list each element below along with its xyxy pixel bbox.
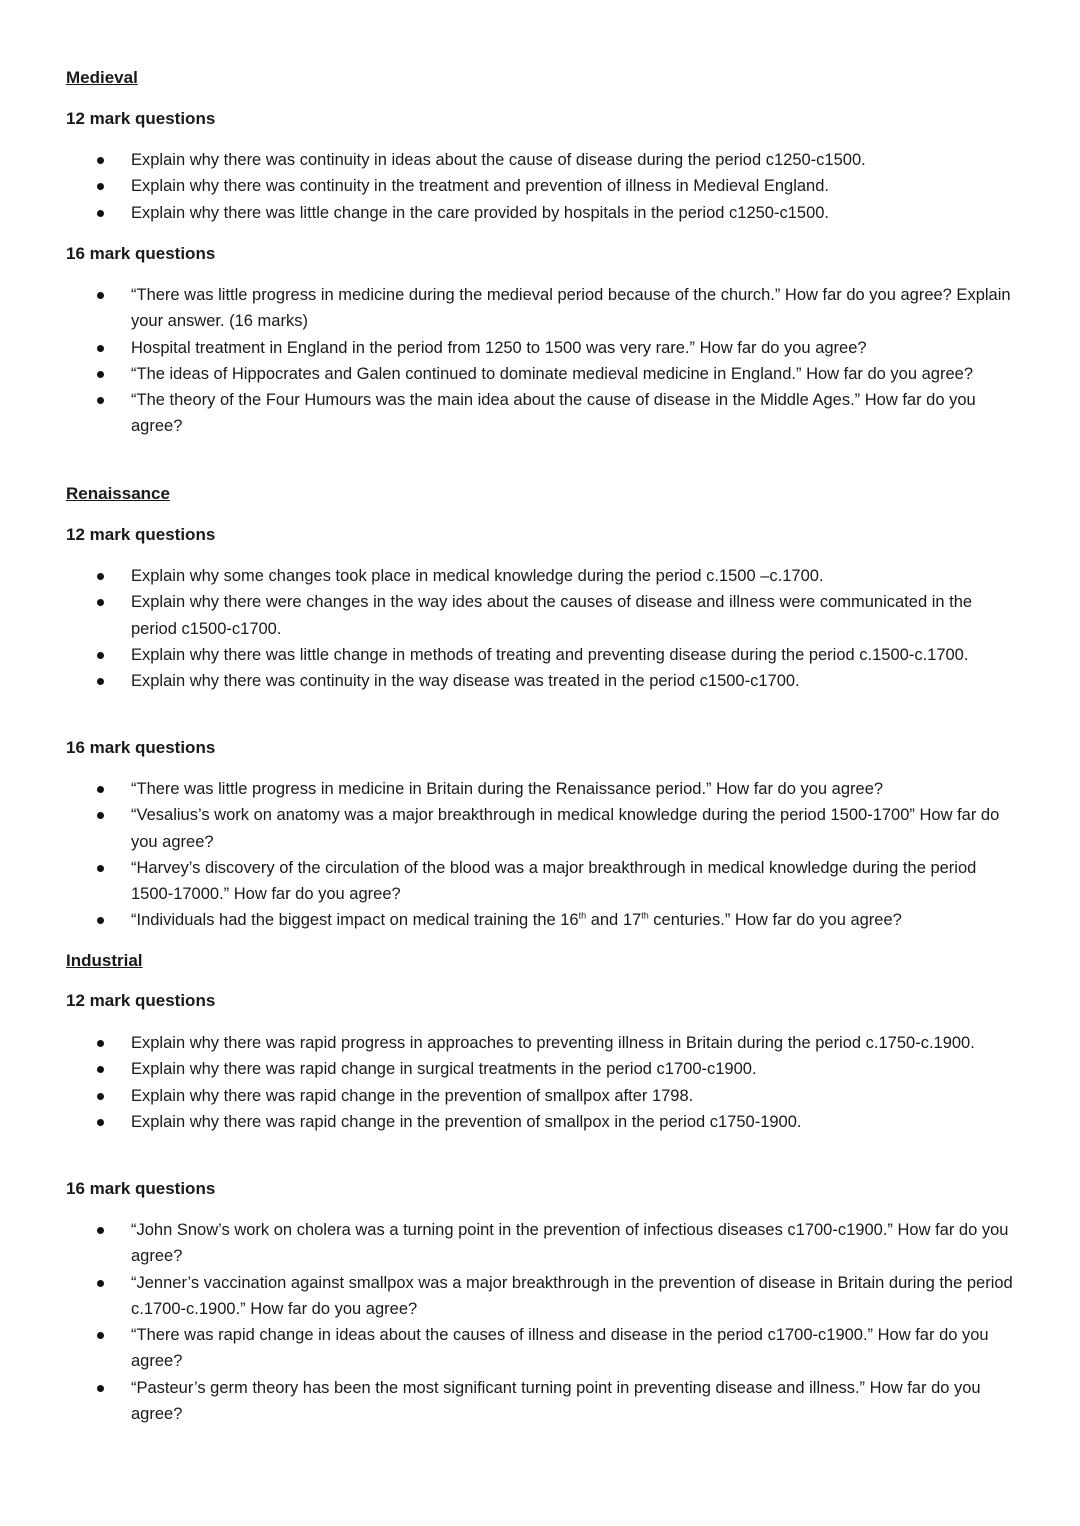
bullet-icon [97,210,104,217]
bullet-icon [97,599,104,606]
question-item [0,776,1080,802]
question-text: “There was little progress in medicine in Britain during the Renaissance period.” How far do you agree? [131,780,884,798]
bullet-icon [97,345,104,352]
bullet-icon [97,1066,104,1073]
question-text: Explain why there was rapid change in the prevention of smallpox in the period c1750-1900. [131,1112,802,1131]
bullet-icon [97,292,104,299]
bullet-icon [97,573,104,580]
question-text: “There was little progress in medicine during the medieval period because of the church.” How far do you agree? Explain your answer. (16 marks) [131,286,1011,331]
question-text: Explain why there was rapid change in the prevention of smallpox after 1798. [131,1086,694,1105]
question-item [0,1056,1080,1082]
question-item [0,1030,1080,1056]
bullet-icon [97,397,104,404]
section-heading-medieval: Medieval [66,68,138,87]
question-text: “Jenner’s vaccination against smallpox was a major breakthrough in the prevention of disease in Britain during the period c.1700-c.1900.” How far do you agree? [131,1273,1013,1318]
section-heading-industrial: Industrial [66,951,143,970]
subheading-12-mark: 12 mark questions [66,525,216,544]
question-list [0,1030,1080,1135]
bullet-icon [97,865,104,872]
question-text: Explain why there were changes in the way ides about the causes of disease and illness were communicated in the period c1500-c1700. [131,593,973,638]
question-text: Explain why there was continuity in ideas about the cause of disease during the period c1250-c1500. [131,151,866,169]
question-list [0,776,1080,934]
question-item [0,855,1080,908]
question-item [0,668,1080,694]
bullet-icon [97,812,104,819]
question-text: Explain why there was little change in the care provided by hospitals in the period c1250-c1500. [131,203,830,222]
question-text: “Vesalius’s work on anatomy was a major breakthrough in medical knowledge during the period 1500-1700” How far do you agree? [131,806,1000,851]
question-text: “The theory of the Four Humours was the main idea about the cause of disease in the Middle Ages.” How far do you agree? [131,391,976,436]
question-item [0,907,1080,933]
bullet-icon [97,652,104,659]
bullet-icon [97,1332,104,1339]
bullet-icon [97,786,104,793]
question-text: Explain why there was rapid change in surgical treatments in the period c1700-c1900. [131,1060,757,1079]
bullet-icon [97,1227,104,1234]
bullet-icon [97,1280,104,1287]
question-list [0,147,1080,226]
question-item [0,802,1080,855]
question-item [0,1083,1080,1109]
question-text: Explain why there was continuity in the treatment and prevention of illness in Medieval England. [131,177,829,196]
question-item [0,147,1080,173]
question-text: Explain why there was little change in methods of treating and preventing disease during the period c.1500-c.1700. [131,645,969,664]
subheading-16-mark: 16 mark questions [66,244,216,263]
question-text: Explain why there was continuity in the way disease was treated in the period c1500-c1700. [131,672,800,691]
subheading-12-mark: 12 mark questions [66,109,216,128]
question-text: “Pasteur’s germ theory has been the most significant turning point in preventing disease and illness.” How far do you agree? [131,1378,981,1424]
question-item [0,387,1080,440]
bullet-icon [97,678,104,685]
question-item [0,563,1080,589]
bullet-icon [97,371,104,378]
bullet-icon [97,917,104,924]
question-list [0,563,1080,694]
question-text: “The ideas of Hippocrates and Galen continued to dominate medieval medicine in England.” How far do you agree? [131,364,973,383]
question-item [0,1109,1080,1135]
subheading-12-mark: 12 mark questions [66,991,216,1010]
question-item [0,173,1080,199]
question-item [0,1375,1080,1428]
question-text: Explain why some changes took place in medical knowledge during the period c.1500 –c.1700. [131,567,824,585]
bullet-icon [97,1385,104,1392]
question-text: Hospital treatment in England in the period from 1250 to 1500 was very rare.” How far do you agree? [131,338,867,357]
bullet-icon [97,183,104,190]
subheading-16-mark: 16 mark questions [66,738,216,757]
question-item [0,335,1080,361]
question-item [0,282,1080,335]
question-item [0,589,1080,642]
bullet-icon [97,1040,104,1047]
question-item [0,1270,1080,1323]
question-item [0,1217,1080,1270]
bullet-icon [97,157,104,164]
question-text: “Harvey’s discovery of the circulation of the blood was a major breakthrough in medical knowledge during the period 1500-17000.” How far do you agree? [131,858,977,904]
subheading-16-mark: 16 mark questions [66,1179,216,1198]
question-list [0,282,1080,440]
question-item [0,361,1080,387]
question-list [0,1217,1080,1427]
bullet-icon [97,1093,104,1100]
question-text: Explain why there was rapid progress in approaches to preventing illness in Britain during the period c.1750-c.1900. [131,1034,975,1052]
section-heading-renaissance: Renaissance [66,484,170,503]
question-text: “John Snow’s work on cholera was a turning point in the prevention of infectious diseases c1700-c1900.” How far do you agree? [131,1221,1009,1266]
question-item [0,200,1080,226]
question-text: “Individuals had the biggest impact on medical training the 16th and 17th centuries.” How far do you agree? [131,910,902,930]
question-item [0,1322,1080,1375]
question-item [0,642,1080,668]
bullet-icon [97,1119,104,1126]
question-text: “There was rapid change in ideas about the causes of illness and disease in the period c1700-c1900.” How far do you agree? [131,1326,989,1371]
